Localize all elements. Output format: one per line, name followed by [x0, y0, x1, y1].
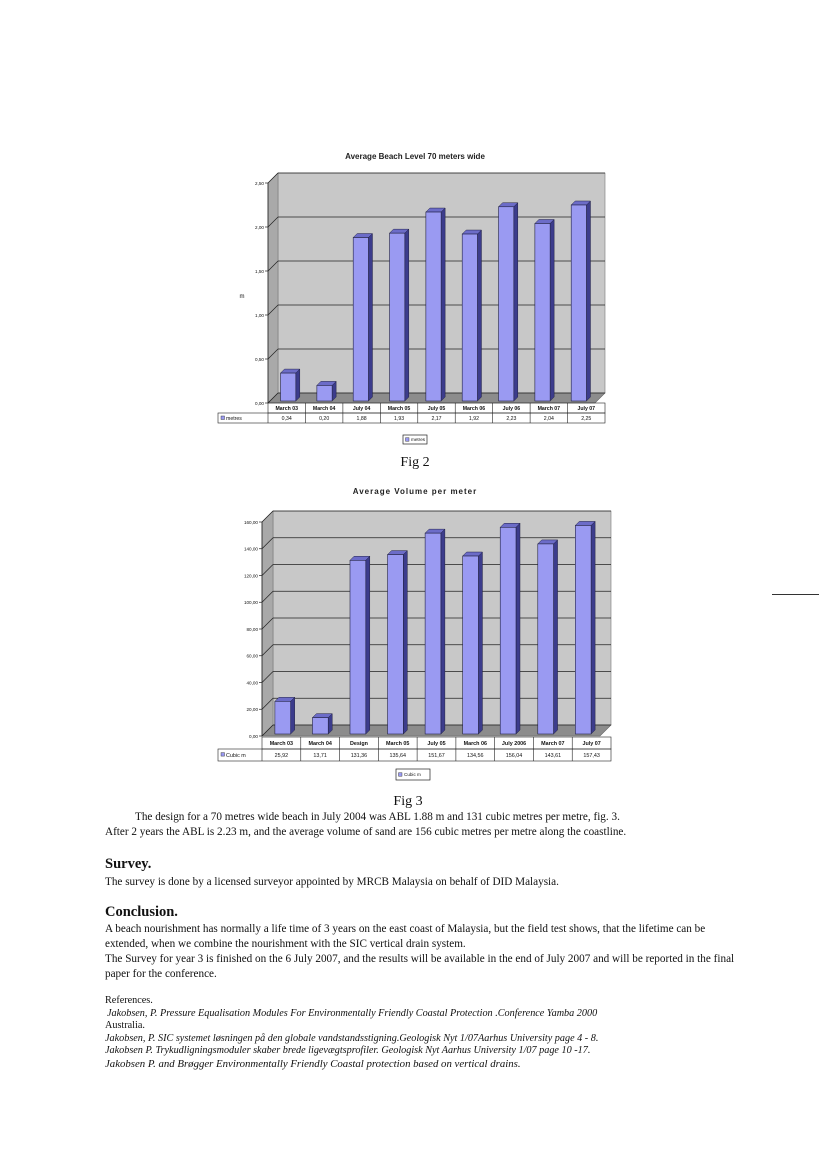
- chart-title-fig3: Average Volume per meter: [352, 487, 478, 496]
- y-tick-label: 100,00: [243, 600, 258, 606]
- references-heading: References.: [105, 995, 153, 1006]
- data-value-label: 2,04: [543, 415, 554, 422]
- data-value-label: 13,71: [313, 753, 327, 760]
- bar: [463, 552, 483, 734]
- survey-text: The survey is done by a licensed surveyor appointed by MRCB Malaysia on behalf of DID Malaysia.: [105, 876, 559, 888]
- reference-item: Australia.: [105, 1020, 145, 1032]
- bar-side: [478, 552, 482, 734]
- data-value-label: 1,88: [356, 415, 367, 422]
- reference-item: Jakobsen P. and Brøgger Environmentally Friendly Coastal protection based on vertical drains.: [105, 1057, 521, 1070]
- bar: [388, 551, 408, 734]
- data-value-label: 151,67: [428, 753, 445, 760]
- legend-swatch: [399, 773, 403, 777]
- bar-side: [403, 551, 407, 734]
- y-tick-label: 120,00: [243, 573, 258, 579]
- y-tick-label: 40,00: [246, 680, 258, 686]
- intro-line-1: The design for a 70 metres wide beach in July 2004 was ABL 1.88 m and 131 cubic metres per metre, fig. 3.: [135, 811, 620, 823]
- y-tick-label: 2,50: [255, 180, 264, 186]
- legend-label: Cubic m: [404, 772, 421, 778]
- y-tick-label: 0,50: [255, 356, 264, 362]
- x-tick-label: March 04: [308, 741, 332, 748]
- data-value-label: 0,34: [281, 415, 292, 422]
- data-value-label: 134,56: [467, 753, 484, 760]
- x-tick-label: March 03: [269, 741, 294, 748]
- x-tick-label: July 07: [577, 405, 596, 412]
- bar-front: [463, 556, 479, 734]
- data-value-label: 1,92: [468, 415, 479, 422]
- fig2-caption: Fig 2: [400, 455, 430, 470]
- references: [105, 995, 745, 1071]
- series-swatch: [221, 753, 225, 757]
- bar-front: [312, 718, 328, 734]
- data-value-label: 131,36: [350, 753, 368, 760]
- y-axis-label: m: [239, 294, 245, 300]
- bar-side: [591, 521, 595, 734]
- data-value-label: 157,43: [583, 753, 600, 760]
- x-tick-label: March 03: [275, 405, 298, 412]
- bar-side: [366, 556, 370, 734]
- conclusion-heading: Conclusion.: [105, 904, 178, 920]
- x-tick-label: July 05: [427, 741, 446, 748]
- y-tick-label: 140,00: [243, 546, 258, 552]
- x-tick-label: July 05: [427, 405, 446, 412]
- bar-front: [425, 533, 441, 734]
- reference-item: Jakobsen, P. Pressure Equalisation Modules For Environmentally Friendly Coastal Protection .Conference Yamba 2000: [107, 1007, 598, 1019]
- data-value-label: 143,61: [544, 753, 562, 760]
- bar: [538, 540, 558, 734]
- chart-title-fig2: Average Beach Level 70 meters wide: [345, 152, 485, 161]
- margin-rule: [772, 594, 819, 595]
- x-tick-label: March 07: [537, 405, 561, 412]
- bar-side: [554, 540, 558, 734]
- data-value-label: 156,04: [505, 753, 523, 760]
- bar-front: [575, 525, 591, 734]
- x-tick-label: March 06: [462, 405, 486, 412]
- y-tick-label: 0,00: [249, 733, 258, 739]
- bar: [312, 714, 332, 734]
- conclusion-para-1: A beach nourishment has normally a life time of 3 years on the east coast of Malaysia, but the field test shows, that the lifetime can be extended, when we combine the nourishment with the SIC vertical drain system.: [105, 923, 706, 950]
- bar-front: [350, 560, 366, 734]
- bar-side: [441, 529, 445, 734]
- series-name: metres: [226, 415, 242, 422]
- y-tick-label: 160,00: [243, 519, 258, 525]
- data-value-label: 25,92: [274, 753, 289, 760]
- x-tick-label: July 07: [582, 741, 601, 748]
- x-tick-label: July 04: [352, 405, 371, 412]
- data-value-label: 0,20: [319, 415, 330, 422]
- x-tick-label: March 05: [386, 741, 410, 748]
- y-tick-label: 1,50: [255, 268, 264, 274]
- conclusion-text: [105, 922, 745, 982]
- bar-front: [500, 527, 516, 734]
- data-value-label: 1,93: [394, 415, 405, 422]
- fig3-caption: Fig 3: [393, 794, 423, 809]
- data-value-label: 2,17: [431, 415, 442, 422]
- bar-front: [275, 701, 291, 734]
- x-tick-label: Design: [349, 741, 368, 748]
- y-tick-label: 1,00: [255, 312, 264, 318]
- bar: [500, 523, 520, 734]
- y-tick-label: 60,00: [246, 653, 258, 659]
- bar-side: [516, 523, 520, 734]
- x-tick-label: July 2006: [501, 741, 527, 748]
- data-value-label: 2,23: [506, 415, 517, 422]
- reference-item: Jakobsen, P. SIC systemet løsningen på den globale vandstandsstigning.Geologisk Nyt 1/07Aarhus University page 4 - 8.: [105, 1032, 599, 1044]
- y-tick-label: 20,00: [246, 707, 258, 713]
- data-value-label: 2,25: [581, 415, 592, 422]
- y-tick-label: 80,00: [246, 626, 258, 632]
- x-tick-label: July 06: [502, 405, 521, 412]
- bar-front: [538, 544, 554, 734]
- survey-heading: Survey.: [105, 856, 152, 872]
- x-tick-label: March 07: [541, 741, 565, 748]
- bar: [350, 556, 370, 734]
- bar: [425, 529, 445, 734]
- y-tick-label: 2,00: [255, 224, 264, 230]
- legend-label: metres: [411, 437, 426, 443]
- series-name: Cubic m: [226, 753, 246, 760]
- bar: [275, 697, 295, 734]
- bar-front: [388, 555, 404, 734]
- x-tick-label: March 05: [387, 405, 411, 412]
- x-tick-label: March 06: [463, 741, 487, 748]
- bar: [575, 521, 595, 734]
- y-tick-label: 0,00: [255, 400, 264, 406]
- conclusion-para-2: The Survey for year 3 is finished on the 6 July 2007, and the results will be available in the end of July 2007 and will be reported in the final paper for the conference.: [105, 953, 735, 980]
- reference-item: Jakobsen P. Trykudligningsmoduler skaber brede ligevægtsprofiler. Geologisk Nyt Aarhus University 1/07 page 10 -17.: [105, 1045, 591, 1057]
- bar-side: [291, 697, 295, 734]
- x-tick-label: March 04: [312, 405, 336, 412]
- data-value-label: 135,64: [389, 753, 406, 760]
- intro-text: [105, 810, 745, 840]
- intro-line-2: After 2 years the ABL is 2.23 m, and the average volume of sand are 156 cubic metres per metre along the coastline.: [105, 826, 627, 838]
